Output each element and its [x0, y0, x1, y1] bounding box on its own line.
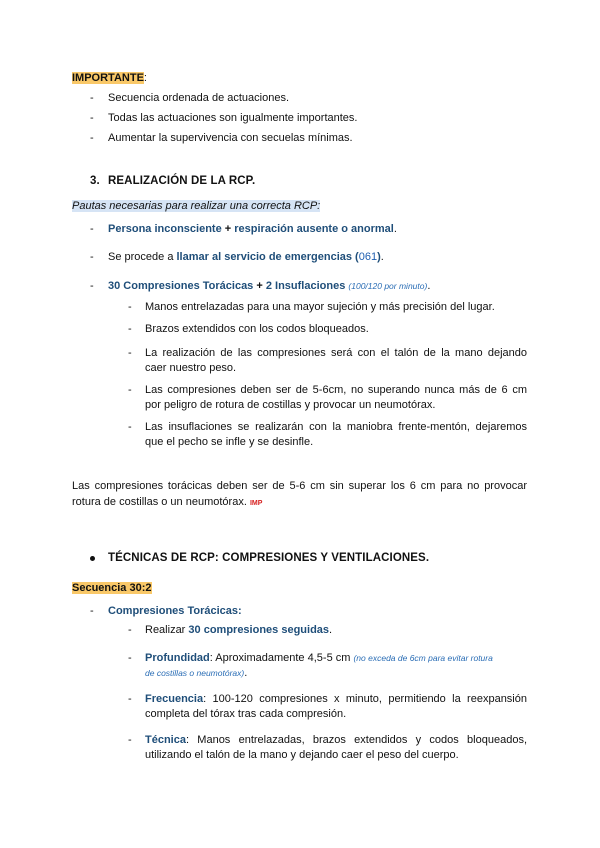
list-dash: - [90, 132, 94, 144]
list-item: Secuencia ordenada de actuaciones. [108, 92, 290, 104]
list-dash: - [90, 251, 94, 263]
sub-item: Brazos extendidos con los codos bloqueados. [145, 323, 369, 335]
list-item: Persona inconsciente + respiración ausente o anormal. [108, 223, 397, 235]
sub-item: Profundidad: Aproximadamente 4,5-5 cm (no exceda de 6cm para evitar rotura [145, 652, 493, 664]
compressions-label: Compresiones Torácicas: [108, 605, 242, 617]
list-item: 30 Compresiones Torácicas + 2 Insuflaciones (100/120 por minuto). [108, 280, 431, 292]
sub-item-cont: completa del tórax tras cada compresión. [145, 708, 347, 720]
sub-item: Manos entrelazadas para una mayor sujeción y más precisión del lugar. [145, 301, 495, 313]
list-dash: - [128, 734, 132, 746]
list-dash: - [128, 384, 132, 396]
sub-item: La realización de las compresiones será con el talón de la mano dejando [145, 347, 527, 359]
bullet-icon [90, 556, 95, 561]
paragraph-line: Las compresiones torácicas deben ser de 5-6 cm sin superar los 6 cm para no provocar [72, 480, 527, 492]
sequence-label: Secuencia 30:2 [72, 582, 152, 594]
list-dash: - [90, 605, 94, 617]
list-dash: - [128, 693, 132, 705]
imp-tag: IMP [249, 500, 263, 507]
sub-item: Técnica: Manos entrelazadas, brazos extendidos y codos bloqueados, [145, 734, 527, 746]
list-dash: - [128, 421, 132, 433]
sub-item: Las compresiones deben ser de 5-6cm, no superando nunca más de 6 cm [145, 384, 527, 396]
list-dash: - [128, 323, 132, 335]
sub-item: Frecuencia: 100-120 compresiones x minuto, permitiendo la reexpansión [145, 693, 527, 705]
list-dash: - [128, 652, 132, 664]
sub-item-cont: de costillas o neumotórax). [145, 667, 248, 679]
section-number: 3. [90, 175, 100, 187]
sub-item: Realizar 30 compresiones seguidas. [145, 624, 333, 636]
techniques-title: TÉCNICAS DE RCP: COMPRESIONES Y VENTILACIONES. [108, 552, 430, 564]
list-item: Aumentar la supervivencia con secuelas mínimas. [108, 132, 353, 144]
paragraph-line: rotura de costillas o un neumotórax. IMP [72, 496, 263, 508]
list-dash: - [90, 280, 94, 292]
sub-item-cont: por peligro de rotura de costillas y provocar un neumotórax. [145, 399, 436, 411]
section-title: REALIZACIÓN DE LA RCP. [108, 175, 256, 187]
important-label: IMPORTANTE [72, 72, 144, 84]
section-subtitle: Pautas necesarias para realizar una correcta RCP: [72, 200, 321, 212]
sub-item-cont: utilizando el talón de la mano y dejando caer el peso del cuerpo. [145, 749, 459, 761]
list-dash: - [90, 112, 94, 124]
list-dash: - [90, 223, 94, 235]
sub-item-cont: caer nuestro peso. [145, 362, 237, 374]
sub-item-cont: que el pecho se infle y se desinfle. [145, 436, 314, 448]
list-dash: - [128, 301, 132, 313]
list-dash: - [128, 347, 132, 359]
important-heading: IMPORTANTE: [72, 72, 147, 84]
list-item: Todas las actuaciones son igualmente importantes. [108, 112, 358, 124]
list-item: Se procede a llamar al servicio de emergencias (061). [108, 251, 384, 263]
list-dash: - [128, 624, 132, 636]
list-dash: - [90, 92, 94, 104]
sub-item: Las insuflaciones se realizarán con la maniobra frente-mentón, dejaremos [145, 421, 527, 433]
